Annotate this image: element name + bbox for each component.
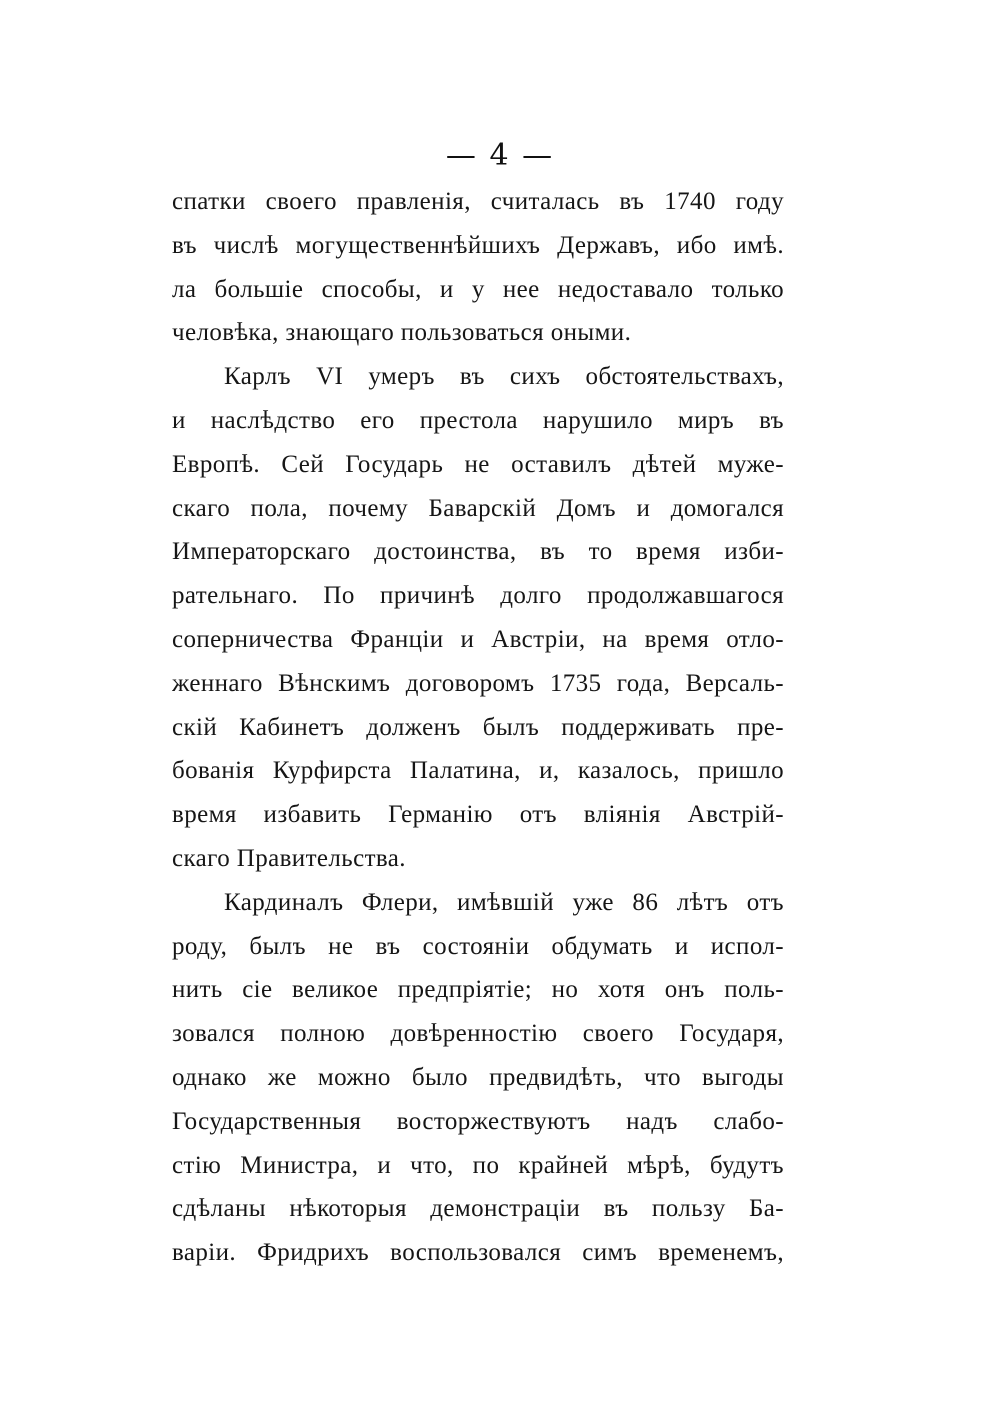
text-line: соперничества Франціи и Австріи, на время отло-	[172, 625, 784, 653]
text-line: зовался полною довѣренностію своего Государя,	[172, 1020, 784, 1048]
text-line: сдѣланы нѣкоторыя демонстраціи въ пользу Ба-	[172, 1195, 784, 1223]
text-line: стію Министра, и что, по крайней мѣрѣ, будутъ	[172, 1151, 784, 1179]
text-line: скій Кабинетъ долженъ былъ поддерживать пре-	[172, 713, 784, 741]
text-line: Государственныя восторжествуютъ надъ слабо-	[172, 1107, 784, 1135]
text-line: женнаго Вѣнскимъ договоромъ 1735 года, Версаль-	[172, 669, 784, 697]
text-line: варіи. Фридрихъ воспользовался симъ временемъ,	[172, 1239, 784, 1267]
text-line: бованія Курфирста Палатина, и, казалось, пришло	[172, 757, 784, 785]
text-line: Императорскаго достоинства, въ то время изби-	[172, 538, 784, 566]
page-number: — 4 —	[445, 138, 555, 173]
text-line: въ числѣ могущественнѣйшихъ Державъ, ибо имѣ.	[172, 231, 784, 259]
text-line: скаго пола, почему Баварскій Домъ и домогался	[172, 494, 784, 522]
text-line: скаго Правительства.	[172, 844, 406, 872]
text-line: спатки своего правленія, считалась въ 1740 году	[172, 188, 784, 215]
text-line: роду, былъ не въ состояніи обдумать и испол-	[172, 932, 784, 960]
text-line: нить сіе великое предпріятіе; но хотя онъ поль-	[172, 976, 784, 1004]
paragraph-start-line: Карлъ VI умеръ въ сихъ обстоятельствахъ,	[224, 363, 784, 391]
text-line: человѣка, знающаго пользоваться оными.	[172, 319, 632, 347]
text-line: время избавить Германію отъ вліянія Австрій-	[172, 801, 784, 829]
text-line: ла большіе способы, и у нее недоставало только	[172, 275, 784, 303]
text-line: рательнаго. По причинѣ долго продолжавшагося	[172, 582, 784, 610]
text-line: однако же можно было предвидѣть, что выгоды	[172, 1063, 784, 1091]
text-line: Европѣ. Сей Государь не оставилъ дѣтей муже-	[172, 450, 784, 478]
text-line: и наслѣдство его престола нарушило миръ въ	[172, 406, 784, 434]
body-text	[172, 180, 784, 1275]
paragraph-start-line: Кардиналъ Флери, имѣвшій уже 86 лѣтъ отъ	[224, 888, 784, 916]
